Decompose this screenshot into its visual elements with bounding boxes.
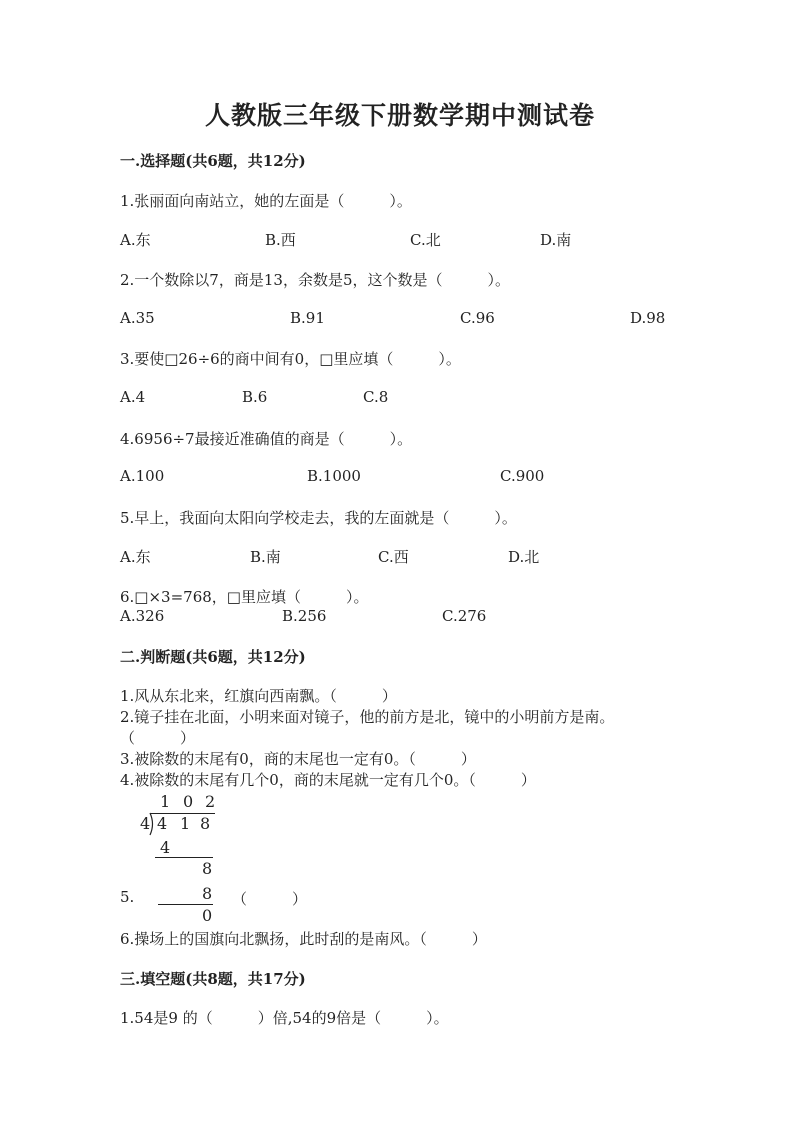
page-title: 人教版三年级下册数学期中测试卷	[204, 101, 595, 130]
option-d: D.98	[630, 309, 666, 327]
option-b: B.91	[290, 309, 325, 327]
judgement-item-4: 4.被除数的末尾有几个0，商的末尾就一定有几个0。（ ）	[120, 771, 536, 789]
question-2: 2.一个数除以7，商是13，余数是5，这个数是（ ）。	[120, 271, 510, 289]
dividend-digit: 4	[157, 814, 168, 833]
final-remainder: 0	[202, 906, 213, 925]
dividend-digit: 1	[180, 814, 191, 833]
option-b: B.西	[265, 231, 296, 249]
step-product: 4	[160, 838, 171, 857]
option-a: A.100	[120, 467, 165, 485]
section-heading-fill: 三.填空题(共8题，共17分)	[120, 970, 306, 988]
judgement-item-5: 5.	[120, 888, 135, 906]
question-1: 1.张丽面向南站立，她的左面是（ ）。	[120, 192, 412, 210]
judgement-item-6: 6.操场上的国旗向北飘扬，此时刮的是南风。（ ）	[120, 930, 487, 948]
section-heading-judgement: 二.判断题(共6题，共12分)	[120, 648, 306, 666]
question-3: 3.要使□26÷6的商中间有0，□里应填（ ）。	[120, 350, 461, 368]
option-a: A.4	[120, 388, 146, 406]
option-b: B.6	[242, 388, 268, 406]
option-a: A.东	[120, 231, 151, 249]
option-c: C.96	[460, 309, 495, 327]
judgement-item-2-bracket: （ ）	[120, 729, 196, 747]
question-4: 4.6956÷7最接近准确值的商是（ ）。	[120, 430, 413, 448]
option-a: A.326	[120, 607, 165, 625]
subtraction-line	[158, 904, 213, 905]
option-a: A.东	[120, 548, 151, 566]
option-d: D.南	[540, 231, 572, 249]
judgement-item-3: 3.被除数的末尾有0，商的末尾也一定有0。（ ）	[120, 750, 476, 768]
judgement-item-2: 2.镜子挂在北面，小明来面对镜子，他的前方是北，镜中的小明前方是南。	[120, 708, 615, 726]
question-5: 5.早上，我面向太阳向学校走去，我的左面就是（ ）。	[120, 509, 517, 527]
quotient-digit: 1	[160, 792, 171, 811]
division-bracket	[145, 812, 155, 836]
option-d: D.北	[508, 548, 540, 566]
fill-item-1: 1.54是9 的（ ）倍,54的9倍是（ ）。	[120, 1009, 449, 1027]
option-a: A.35	[120, 309, 155, 327]
option-c: C.西	[378, 548, 409, 566]
dividend-digit: 8	[200, 814, 211, 833]
option-b: B.256	[282, 607, 327, 625]
option-c: C.北	[410, 231, 441, 249]
judgement-item-5-bracket: （ ）	[232, 890, 308, 908]
quotient-digit: 0	[183, 792, 194, 811]
step-remainder: 8	[202, 859, 213, 878]
question-6: 6.□×3=768，□里应填（ ）。	[120, 588, 369, 606]
option-b: B.1000	[307, 467, 361, 485]
section-heading-choice: 一.选择题(共6题，共12分)	[120, 152, 306, 170]
option-c: C.900	[500, 467, 545, 485]
option-c: C.276	[442, 607, 487, 625]
quotient-digit: 2	[205, 792, 216, 811]
divisor: 4	[140, 814, 151, 833]
step-product: 8	[202, 884, 213, 903]
subtraction-line	[155, 857, 213, 858]
option-c: C.8	[363, 388, 389, 406]
option-b: B.南	[250, 548, 281, 566]
judgement-item-1: 1.风从东北来，红旗向西南飘。（ ）	[120, 687, 397, 705]
